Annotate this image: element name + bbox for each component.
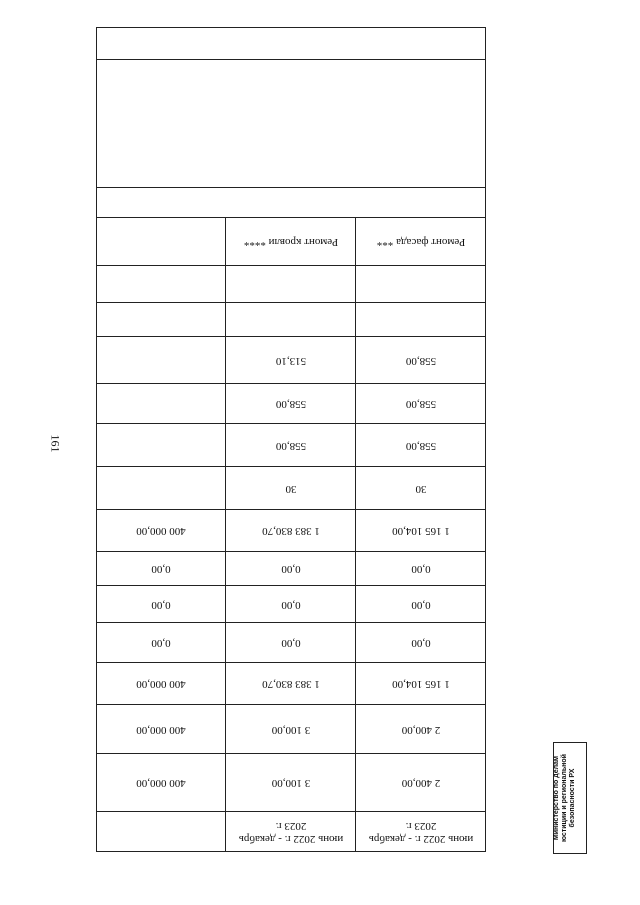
table-cell <box>356 303 486 337</box>
table-cell <box>96 188 226 218</box>
table-cell: 0,00 <box>151 599 171 611</box>
table-cell <box>96 467 226 510</box>
table-cell <box>226 188 356 218</box>
table-row <box>96 662 486 705</box>
table-cell <box>356 27 486 60</box>
table-row <box>96 585 486 623</box>
table-cell <box>96 218 226 266</box>
table-cell <box>226 266 356 303</box>
table-cell: 400 000,00 <box>136 678 186 691</box>
table-row <box>96 265 486 303</box>
table-cell <box>96 266 226 303</box>
table-cell: 400 000,00 <box>136 724 186 736</box>
table-cell: 0,00 <box>411 563 431 576</box>
table-row <box>96 59 486 188</box>
table-cell: 400 000,00 <box>136 777 186 790</box>
table-cell: 3 100,00 <box>271 777 311 790</box>
table-cell: 1 165 104,00 <box>392 678 450 691</box>
table-cell: 558,00 <box>275 440 307 452</box>
header-cell-2: июнь 2022 г. - декабрь 2023 г. <box>238 820 344 845</box>
table-cell: 0,00 <box>281 637 301 650</box>
table-row <box>96 704 486 754</box>
table-cell <box>96 303 226 337</box>
table-cell <box>356 188 486 218</box>
table-cell: 2 400,00 <box>401 724 441 736</box>
table-row <box>96 27 486 60</box>
table-row <box>96 336 486 384</box>
header-cell-3 <box>96 812 226 852</box>
table-cell: 0,00 <box>281 599 301 611</box>
table-cell: 30 <box>415 483 427 495</box>
column-rule <box>355 218 356 852</box>
table-cell <box>356 266 486 303</box>
table-cell <box>96 424 226 467</box>
table-cell: 0,00 <box>151 637 171 650</box>
table-row <box>96 551 486 586</box>
ministry-stamp <box>553 742 587 854</box>
table-cell: 558,00 <box>405 440 437 452</box>
table-cell: Ремонт фасада *** <box>376 236 466 249</box>
table-cell <box>226 60 356 188</box>
table-row <box>96 466 486 510</box>
table-cell: 2 400,00 <box>401 777 441 790</box>
table-cell: 558,00 <box>275 398 307 411</box>
table-cell <box>226 303 356 337</box>
table-row <box>96 423 486 467</box>
table-row <box>96 509 486 552</box>
table-row <box>96 217 486 266</box>
table-cell <box>96 384 226 424</box>
table-cell: 0,00 <box>411 599 431 611</box>
table-cell <box>96 60 226 188</box>
table-cell: 513,10 <box>275 355 307 367</box>
table-cell: 400 000,00 <box>136 525 186 538</box>
table-cell <box>96 337 226 384</box>
table-header <box>96 811 486 852</box>
table-cell: Ремонт кровли **** <box>243 236 339 249</box>
table-row <box>96 187 486 218</box>
table-cell: 3 100,00 <box>271 724 311 736</box>
table-cell: 0,00 <box>281 563 301 576</box>
table-cell <box>96 27 226 60</box>
table-cell <box>226 27 356 60</box>
table-cell: 1 383 830,70 <box>262 678 320 691</box>
table-cell: 558,00 <box>405 398 437 411</box>
table-row <box>96 753 486 812</box>
table-cell: 558,00 <box>405 355 437 367</box>
table-cell: 30 <box>285 483 297 495</box>
table-row <box>96 622 486 663</box>
page-number: 161 <box>48 434 63 453</box>
table-row <box>96 302 486 337</box>
table-cell: 1 165 104,00 <box>392 525 450 538</box>
table-row <box>96 383 486 424</box>
table-cell <box>356 60 486 188</box>
table-cell: 0,00 <box>411 637 431 650</box>
stamp-text: Министерство по делам юстиции и региональной безопасности РХ <box>553 754 576 842</box>
table-cell: 1 383 830,70 <box>262 525 320 538</box>
header-cell-1: июнь 2022 г. - декабрь 2023 г. <box>368 820 474 845</box>
table-cell: 0,00 <box>151 563 171 576</box>
column-rule <box>225 218 226 852</box>
